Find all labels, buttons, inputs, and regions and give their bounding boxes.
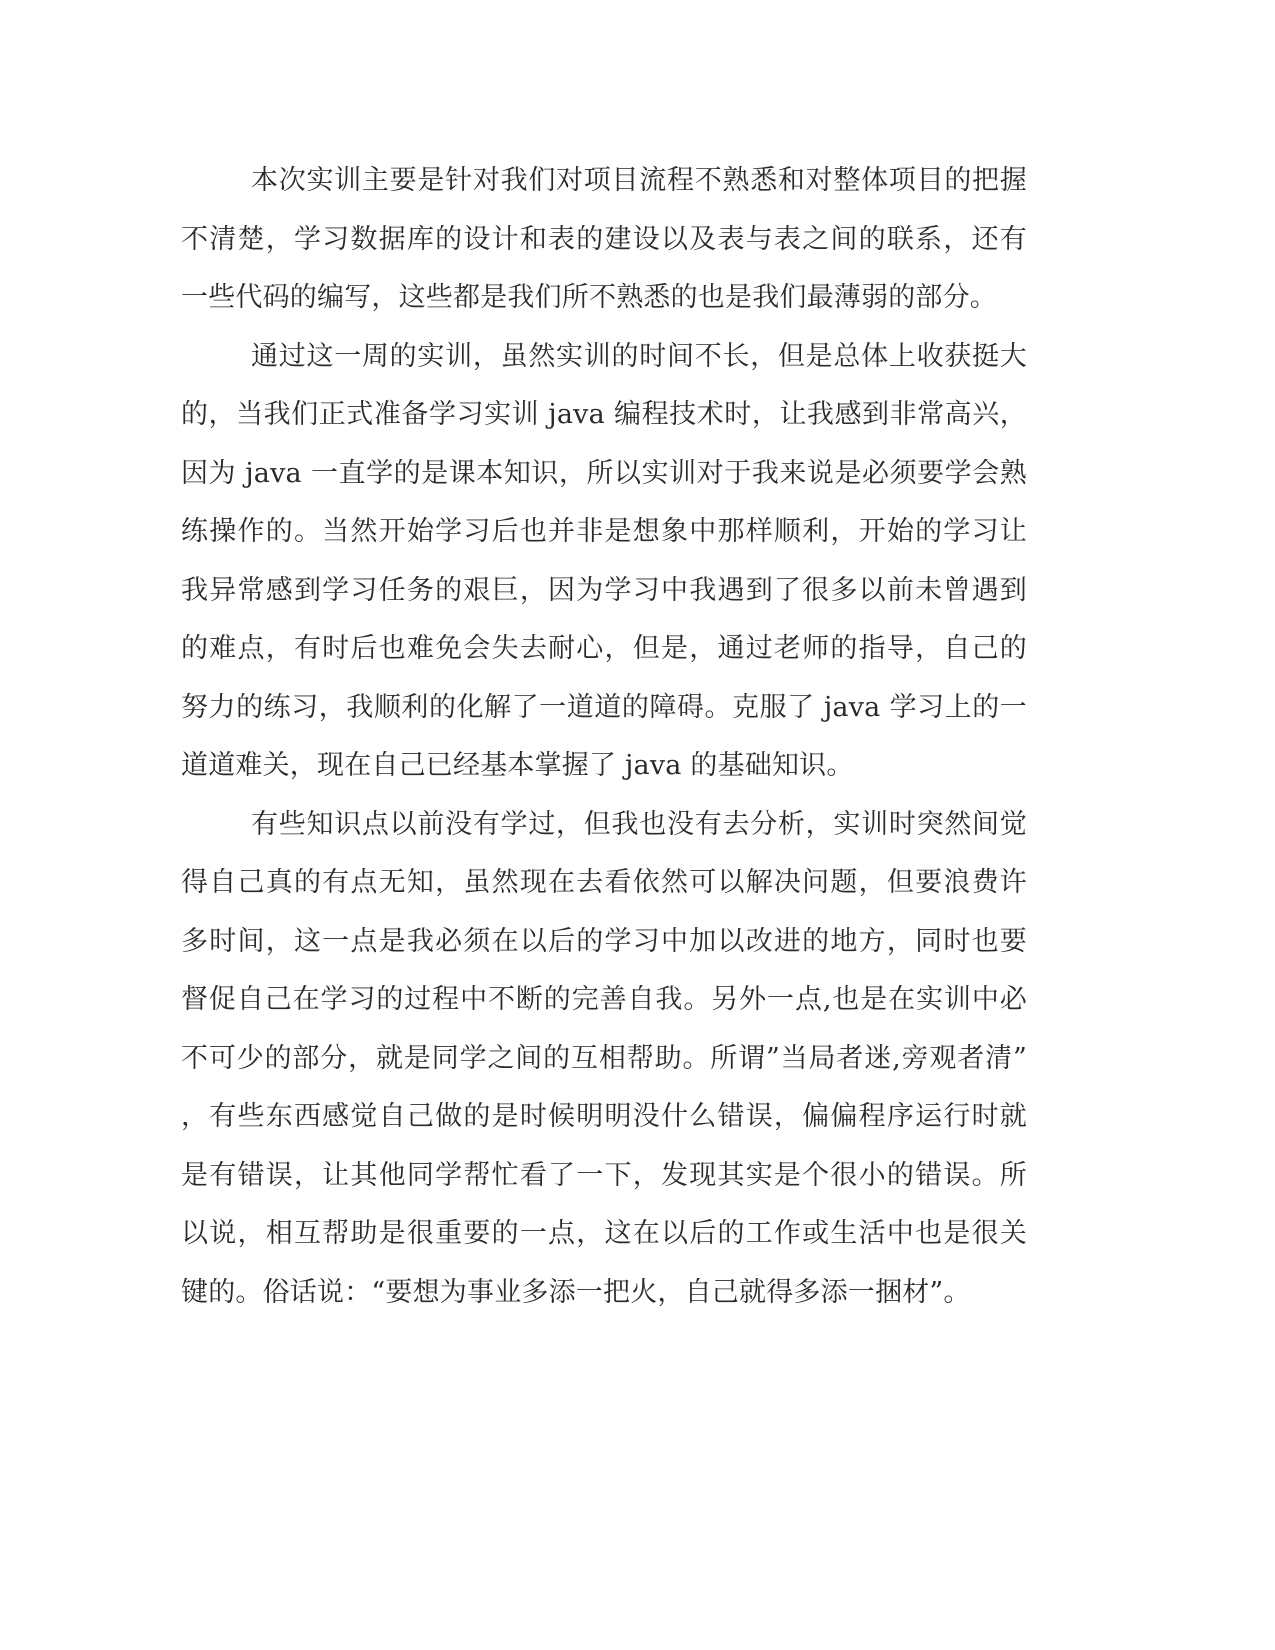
text-line: 的，当我们正式准备学习实训 java 编程技术时，让我感到非常高兴， — [181, 399, 1027, 430]
text-line: 一些代码的编写，这些都是我们所不熟悉的也是我们最薄弱的部分。 — [181, 282, 997, 313]
text-line: 得自己真的有点无知，虽然现在去看依然可以解决问题，但要浪费许 — [181, 867, 1027, 898]
paragraph-2 — [181, 328, 1031, 796]
text-line: 不可少的部分，就是同学之间的互相帮助。所谓”当局者迷,旁观者清” — [181, 1042, 1027, 1074]
text-line: 督促自己在学习的过程中不断的完善自我。另外一点,也是在实训中必 — [181, 984, 1027, 1015]
text-line: 是有错误，让其他同学帮忙看了一下，发现其实是个很小的错误。所 — [181, 1159, 1027, 1191]
text-line: 道道难关，现在自己已经基本掌握了 java 的基础知识。 — [181, 750, 854, 781]
text-line: 有些知识点以前没有学过，但我也没有去分析，实训时突然间觉 — [251, 808, 1027, 840]
paragraph-1 — [181, 152, 1031, 328]
text-line: 不清楚，学习数据库的设计和表的建设以及表与表之间的联系，还有 — [181, 223, 1027, 255]
text-line: 我异常感到学习任务的艰巨，因为学习中我遇到了很多以前未曾遇到 — [181, 574, 1027, 606]
text-line: ，有些东西感觉自己做的是时候明明没什么错误，偏偏程序运行时就 — [181, 1101, 1027, 1132]
text-line: 通过这一周的实训，虽然实训的时间不长，但是总体上收获挺大 — [251, 340, 1027, 372]
text-line: 键的。俗话说：“要想为事业多添一把火，自己就得多添一捆材”。 — [181, 1276, 971, 1308]
text-line: 的难点，有时后也难免会失去耐心，但是，通过老师的指导，自己的 — [181, 633, 1027, 664]
text-line: 努力的练习，我顺利的化解了一道道的障碍。克服了 java 学习上的一 — [181, 691, 1027, 723]
text-line: 以说，相互帮助是很重要的一点，这在以后的工作或生活中也是很关 — [181, 1218, 1027, 1249]
paragraph-3 — [181, 796, 1031, 1323]
text-line: 多时间，这一点是我必须在以后的学习中加以改进的地方，同时也要 — [181, 925, 1027, 957]
document-body — [181, 152, 1031, 1322]
text-line: 因为 java 一直学的是课本知识，所以实训对于我来说是必须要学会熟 — [181, 457, 1027, 489]
text-line: 练操作的。当然开始学习后也并非是想象中那样顺利，开始的学习让 — [181, 516, 1027, 547]
text-line: 本次实训主要是针对我们对项目流程不熟悉和对整体项目的把握 — [251, 165, 1027, 196]
